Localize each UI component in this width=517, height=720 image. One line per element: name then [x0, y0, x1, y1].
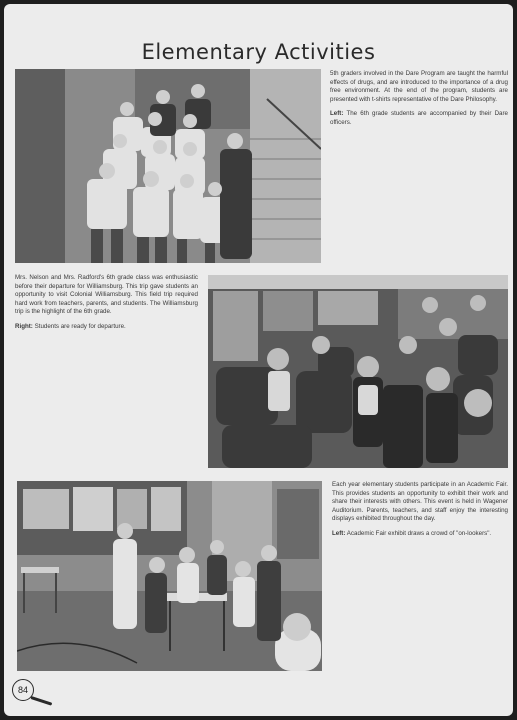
williamsburg-caption-text: Students are ready for departure.	[32, 322, 126, 330]
dare-caption	[330, 110, 508, 127]
williamsburg-caption-label: Right:	[15, 322, 33, 330]
dare-caption-label: Left:	[330, 110, 344, 118]
magnifying-glass-handle	[31, 696, 53, 705]
dare-body: 5th graders involved in the Dare Program are taught the harmful effects of drugs, and are introduced to the importance of a drug free environment. At the end of the program, students are presented with t-shirts representative of the Dare Philosophy.	[330, 70, 508, 103]
bus-photo	[208, 275, 508, 468]
fair-text-block	[332, 481, 508, 545]
dare-text-block	[330, 70, 508, 134]
fair-photo	[17, 481, 322, 671]
fair-caption-label: Left:	[332, 529, 346, 537]
stairs-photo	[15, 69, 321, 263]
page-title: Elementary Activities	[141, 40, 376, 64]
page-number-folio	[12, 679, 56, 707]
fair-caption	[332, 530, 508, 539]
fair-body: Each year elementary students participate in an Academic Fair. This provides students an opportunity to exhibit their work and share their interests with others. This event is held in Wagener Auditorium. Parents, teachers, and staff enjoy the interesting displays exhibited throughout the day.	[332, 481, 508, 523]
yearbook-page	[4, 4, 513, 716]
williamsburg-body: Mrs. Nelson and Mrs. Radford's 6th grade class was enthusiastic before their departure for Williamsburg. This trip gave students an opportunity to visit Colonial Williamsburg. This field trip required hard work from teachers, parents, and students. The Williamsburg trip is the highlight of the 6th grade.	[15, 274, 198, 316]
dare-caption-text: The 6th grade students are accompanied by their Dare officers.	[330, 110, 508, 126]
williamsburg-caption	[15, 323, 198, 332]
williamsburg-text-block	[15, 274, 198, 338]
page-number: 84	[17, 685, 28, 695]
fair-caption-text: Academic Fair exhibit draws a crowd of "on-lookers".	[345, 529, 492, 537]
